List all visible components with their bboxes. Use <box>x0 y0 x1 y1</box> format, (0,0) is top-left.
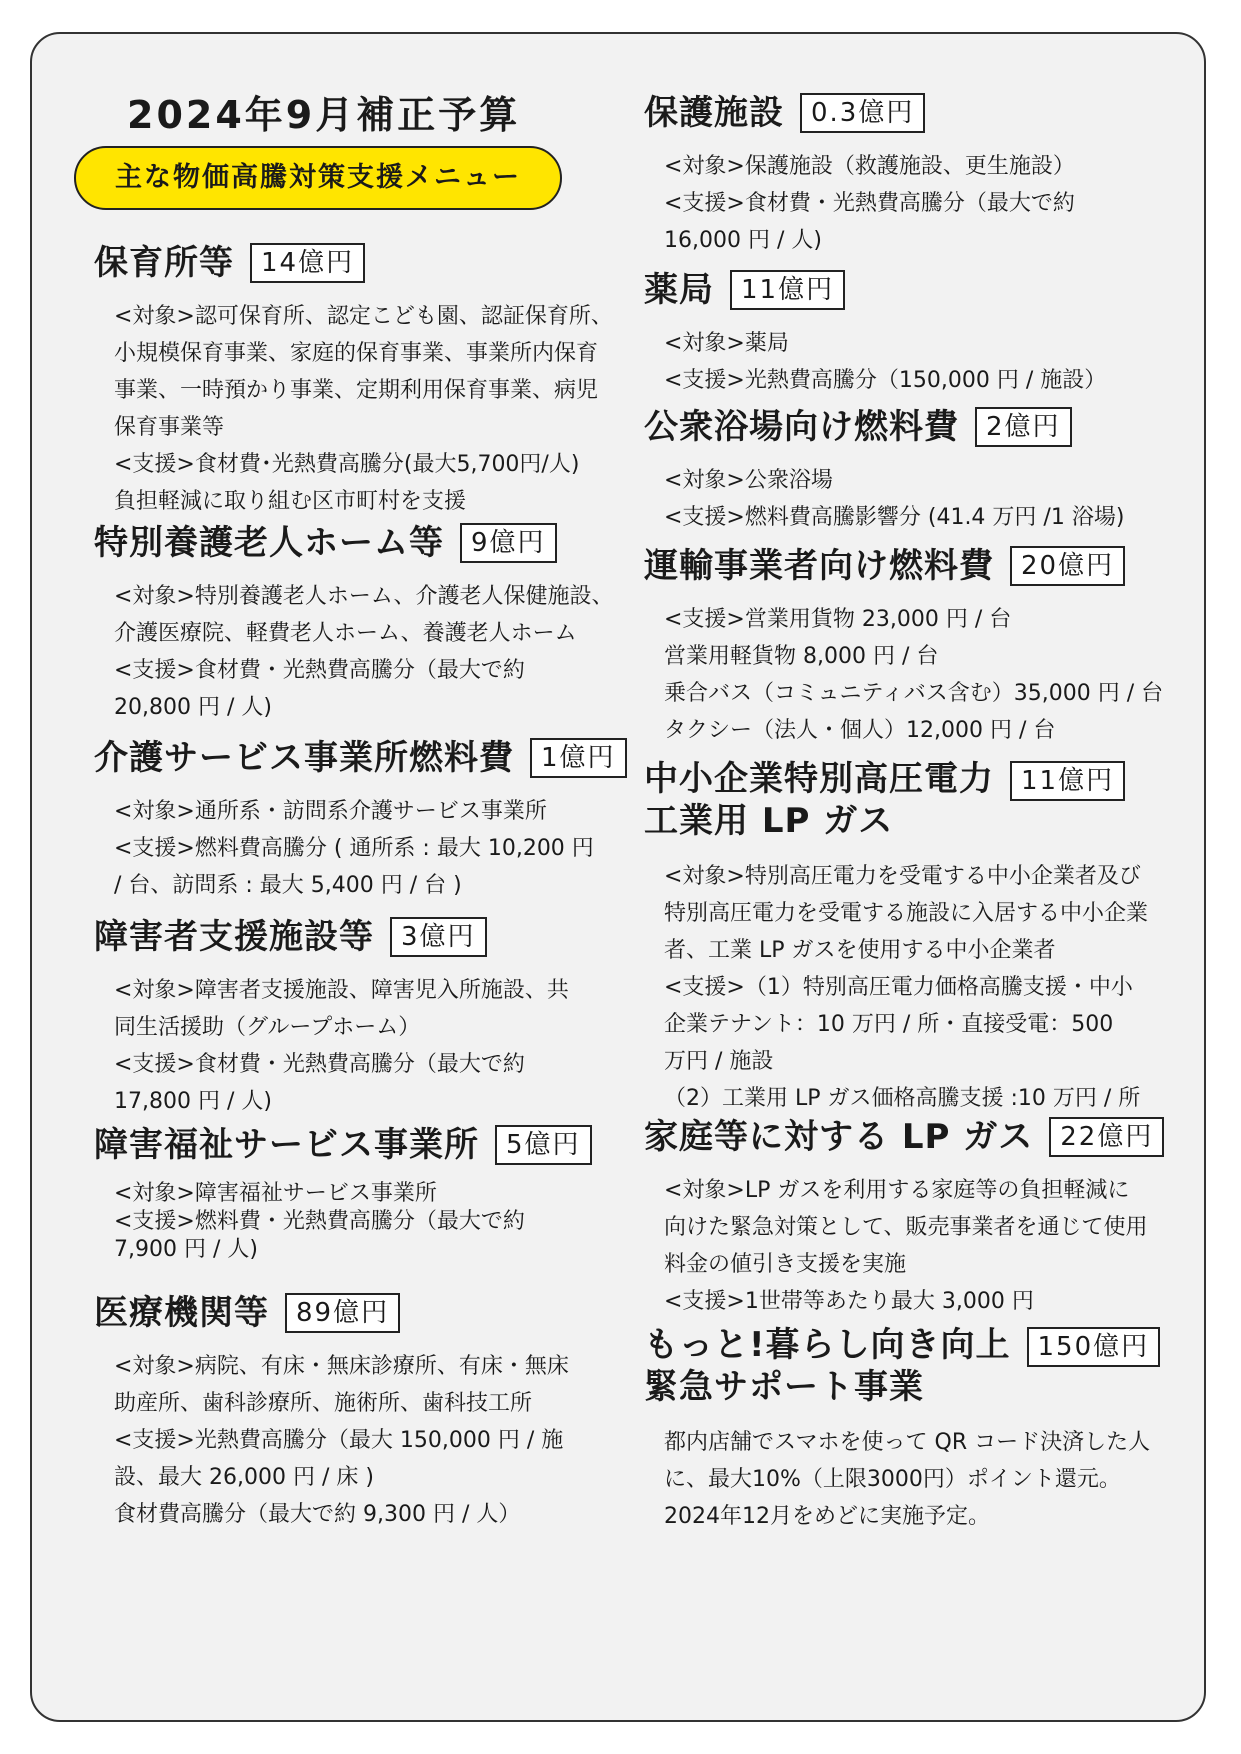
section-title: 公衆浴場向け燃料費 <box>644 407 959 447</box>
section-body <box>94 1180 654 1264</box>
body-line: <支援>燃料費高騰影響分 (41.4 万円 /1 浴場) <box>664 505 1125 530</box>
section-protection-facility <box>644 92 1184 259</box>
body-line: 17,800 円 / 人) <box>114 1089 272 1114</box>
body-line: 20,800 円 / 人) <box>114 695 272 720</box>
section-body <box>644 858 1184 1117</box>
body-line: <対象>保護施設（救護施設、更生施設） <box>664 154 1075 179</box>
body-line: <対象>LP ガスを利用する家庭等の負担軽減に <box>664 1178 1130 1203</box>
section-title-line: 緊急サポート事業 <box>644 1367 924 1407</box>
body-line: <支援>食材費・光熱費高騰分（最大で約 <box>664 191 1075 216</box>
body-line: 者、工業 LP ガスを使用する中小企業者 <box>664 938 1056 963</box>
body-line: 介護医療院、軽費老人ホーム、養護老人ホーム <box>114 621 577 646</box>
body-line: 事業、一時預かり事業、定期利用保育事業、病児 <box>114 378 599 403</box>
section-body <box>644 325 1184 399</box>
section-medical <box>94 1292 654 1533</box>
body-line: 同生活援助（グループホーム） <box>114 1015 421 1040</box>
section-title: 障害者支援施設等 <box>94 917 374 957</box>
budget-amount: 11億円 <box>1010 761 1125 801</box>
body-line: 2024年12月をめどに実施予定。 <box>664 1504 990 1529</box>
body-line: 万円 / 施設 <box>664 1049 774 1074</box>
budget-amount: 20億円 <box>1010 546 1125 586</box>
body-line: に、最大10%（上限3000円）ポイント還元。 <box>664 1467 1121 1492</box>
section-title <box>644 758 994 842</box>
section-title: 特別養護老人ホーム等 <box>94 523 444 563</box>
body-line: <支援>食材費･光熱費高騰分(最大5,700円/人) <box>114 452 580 477</box>
section-title: 保護施設 <box>644 93 784 133</box>
section-title: 運輸事業者向け燃料費 <box>644 546 994 586</box>
section-body <box>644 1424 1184 1535</box>
section-body <box>94 578 654 726</box>
section-title-line: 中小企業特別高圧電力 <box>644 759 994 799</box>
section-disability-facility <box>94 916 654 1120</box>
body-line: / 台、訪問系 : 最大 5,400 円 / 台 ) <box>114 873 462 898</box>
section-care-fuel <box>94 737 654 904</box>
section-elderly-home <box>94 522 654 726</box>
section-title: 薬局 <box>644 270 714 310</box>
body-line: 助産所、歯科診療所、施術所、歯科技工所 <box>114 1391 533 1416</box>
body-line: <支援>食材費・光熱費高騰分（最大で約 <box>114 1052 525 1077</box>
body-line: <支援>営業用貨物 23,000 円 / 台 <box>664 607 1012 632</box>
body-line: 設、最大 26,000 円 / 床 ) <box>114 1465 374 1490</box>
section-nursery <box>94 242 654 520</box>
menu-badge: 主な物価高騰対策支援メニュー <box>74 146 562 210</box>
body-line: <支援>（1）特別高圧電力価格高騰支援・中小 <box>664 975 1133 1000</box>
body-line: 小規模保育事業、家庭的保育事業、事業所内保育 <box>114 341 599 366</box>
body-line: 7,900 円 / 人) <box>114 1237 258 1262</box>
section-title: 保育所等 <box>94 243 234 283</box>
body-line: 16,000 円 / 人) <box>664 228 822 253</box>
section-pharmacy <box>644 269 1184 399</box>
section-title: 家庭等に対する LP ガス <box>644 1117 1034 1157</box>
section-body <box>94 972 654 1120</box>
section-body <box>644 601 1184 749</box>
section-title: 介護サービス事業所燃料費 <box>94 738 514 778</box>
budget-amount: 3億円 <box>390 917 487 957</box>
section-title-line: もっと!暮らし向き向上 <box>644 1325 1011 1365</box>
body-line: 特別高圧電力を受電する施設に入居する中小企業 <box>664 901 1149 926</box>
section-emergency-support <box>644 1324 1184 1535</box>
body-line: <対象>認可保育所、認定こども園、認証保育所、 <box>114 304 613 329</box>
body-line: <対象>薬局 <box>664 331 789 356</box>
budget-amount: 2億円 <box>975 407 1072 447</box>
section-public-bath <box>644 406 1184 536</box>
body-line: <対象>病院、有床・無床診療所、有床・無床 <box>114 1354 569 1379</box>
body-line: <支援>食材費・光熱費高騰分（最大で約 <box>114 658 525 683</box>
section-body <box>94 793 654 904</box>
body-line: 乗合バス（コミュニティバス含む）35,000 円 / 台 <box>664 681 1164 706</box>
body-line: <支援>光熱費高騰分（最大 150,000 円 / 施 <box>114 1428 564 1453</box>
budget-amount: 5億円 <box>495 1125 592 1165</box>
section-title: 障害福祉サービス事業所 <box>94 1125 479 1165</box>
body-line: <対象>特別養護老人ホーム、介護老人保健施設、 <box>114 584 614 609</box>
budget-amount: 11億円 <box>730 270 845 310</box>
body-line: 向けた緊急対策として、販売事業者を通じて使用 <box>664 1215 1148 1240</box>
body-line: <対象>特別高圧電力を受電する中小企業者及び <box>664 864 1141 889</box>
section-title: 医療機関等 <box>94 1293 269 1333</box>
body-line: 料金の値引き支援を実施 <box>664 1252 907 1277</box>
body-line: 企業テナント：10 万円 / 所・直接受電：500 <box>664 1012 1114 1037</box>
budget-amount: 150億円 <box>1027 1327 1161 1367</box>
budget-amount: 9億円 <box>460 523 557 563</box>
budget-amount: 22億円 <box>1049 1117 1164 1157</box>
section-body <box>94 298 654 520</box>
section-body <box>644 462 1184 536</box>
body-line: 食材費高騰分（最大で約 9,300 円 / 人） <box>114 1502 521 1527</box>
body-line: <支援>燃料費高騰分 ( 通所系 : 最大 10,200 円 <box>114 836 594 861</box>
budget-amount: 89億円 <box>285 1293 400 1333</box>
section-body <box>644 148 1184 259</box>
body-line: <支援>光熱費高騰分（150,000 円 / 施設） <box>664 368 1107 393</box>
body-line: <支援>燃料費・光熱費高騰分（最大で約 <box>114 1209 525 1234</box>
body-line: 都内店舗でスマホを使って QR コード決済した人 <box>664 1430 1151 1455</box>
body-line: <支援>1世帯等あたり最大 3,000 円 <box>664 1289 1034 1314</box>
section-transport <box>644 545 1184 749</box>
body-line: <対象>公衆浴場 <box>664 468 833 493</box>
body-line: 営業用軽貨物 8,000 円 / 台 <box>664 644 939 669</box>
body-line: <対象>障害福祉サービス事業所 <box>114 1181 437 1206</box>
body-line: <対象>障害者支援施設、障害児入所施設、共 <box>114 978 569 1003</box>
section-body <box>644 1172 1184 1320</box>
section-disability-service <box>94 1124 654 1264</box>
section-sme-electricity <box>644 758 1184 1117</box>
section-body <box>94 1348 654 1533</box>
section-title-line: 工業用 LP ガス <box>644 801 894 841</box>
budget-amount: 1億円 <box>530 738 627 778</box>
body-line: タクシー（法人・個人）12,000 円 / 台 <box>664 718 1056 743</box>
budget-amount: 14億円 <box>250 243 365 283</box>
body-line: （2）工業用 LP ガス価格高騰支援 :10 万円 / 所 <box>664 1086 1141 1111</box>
body-line: 負担軽減に取り組む区市町村を支援 <box>114 489 467 514</box>
budget-amount: 0.3億円 <box>800 93 925 133</box>
body-line: <対象>通所系・訪問系介護サービス事業所 <box>114 799 547 824</box>
page-frame <box>30 32 1206 1722</box>
section-title <box>644 1324 1011 1408</box>
page-title: 2024年9月補正予算 <box>127 93 521 137</box>
section-household-lp-gas <box>644 1116 1184 1320</box>
body-line: 保育事業等 <box>114 415 225 440</box>
